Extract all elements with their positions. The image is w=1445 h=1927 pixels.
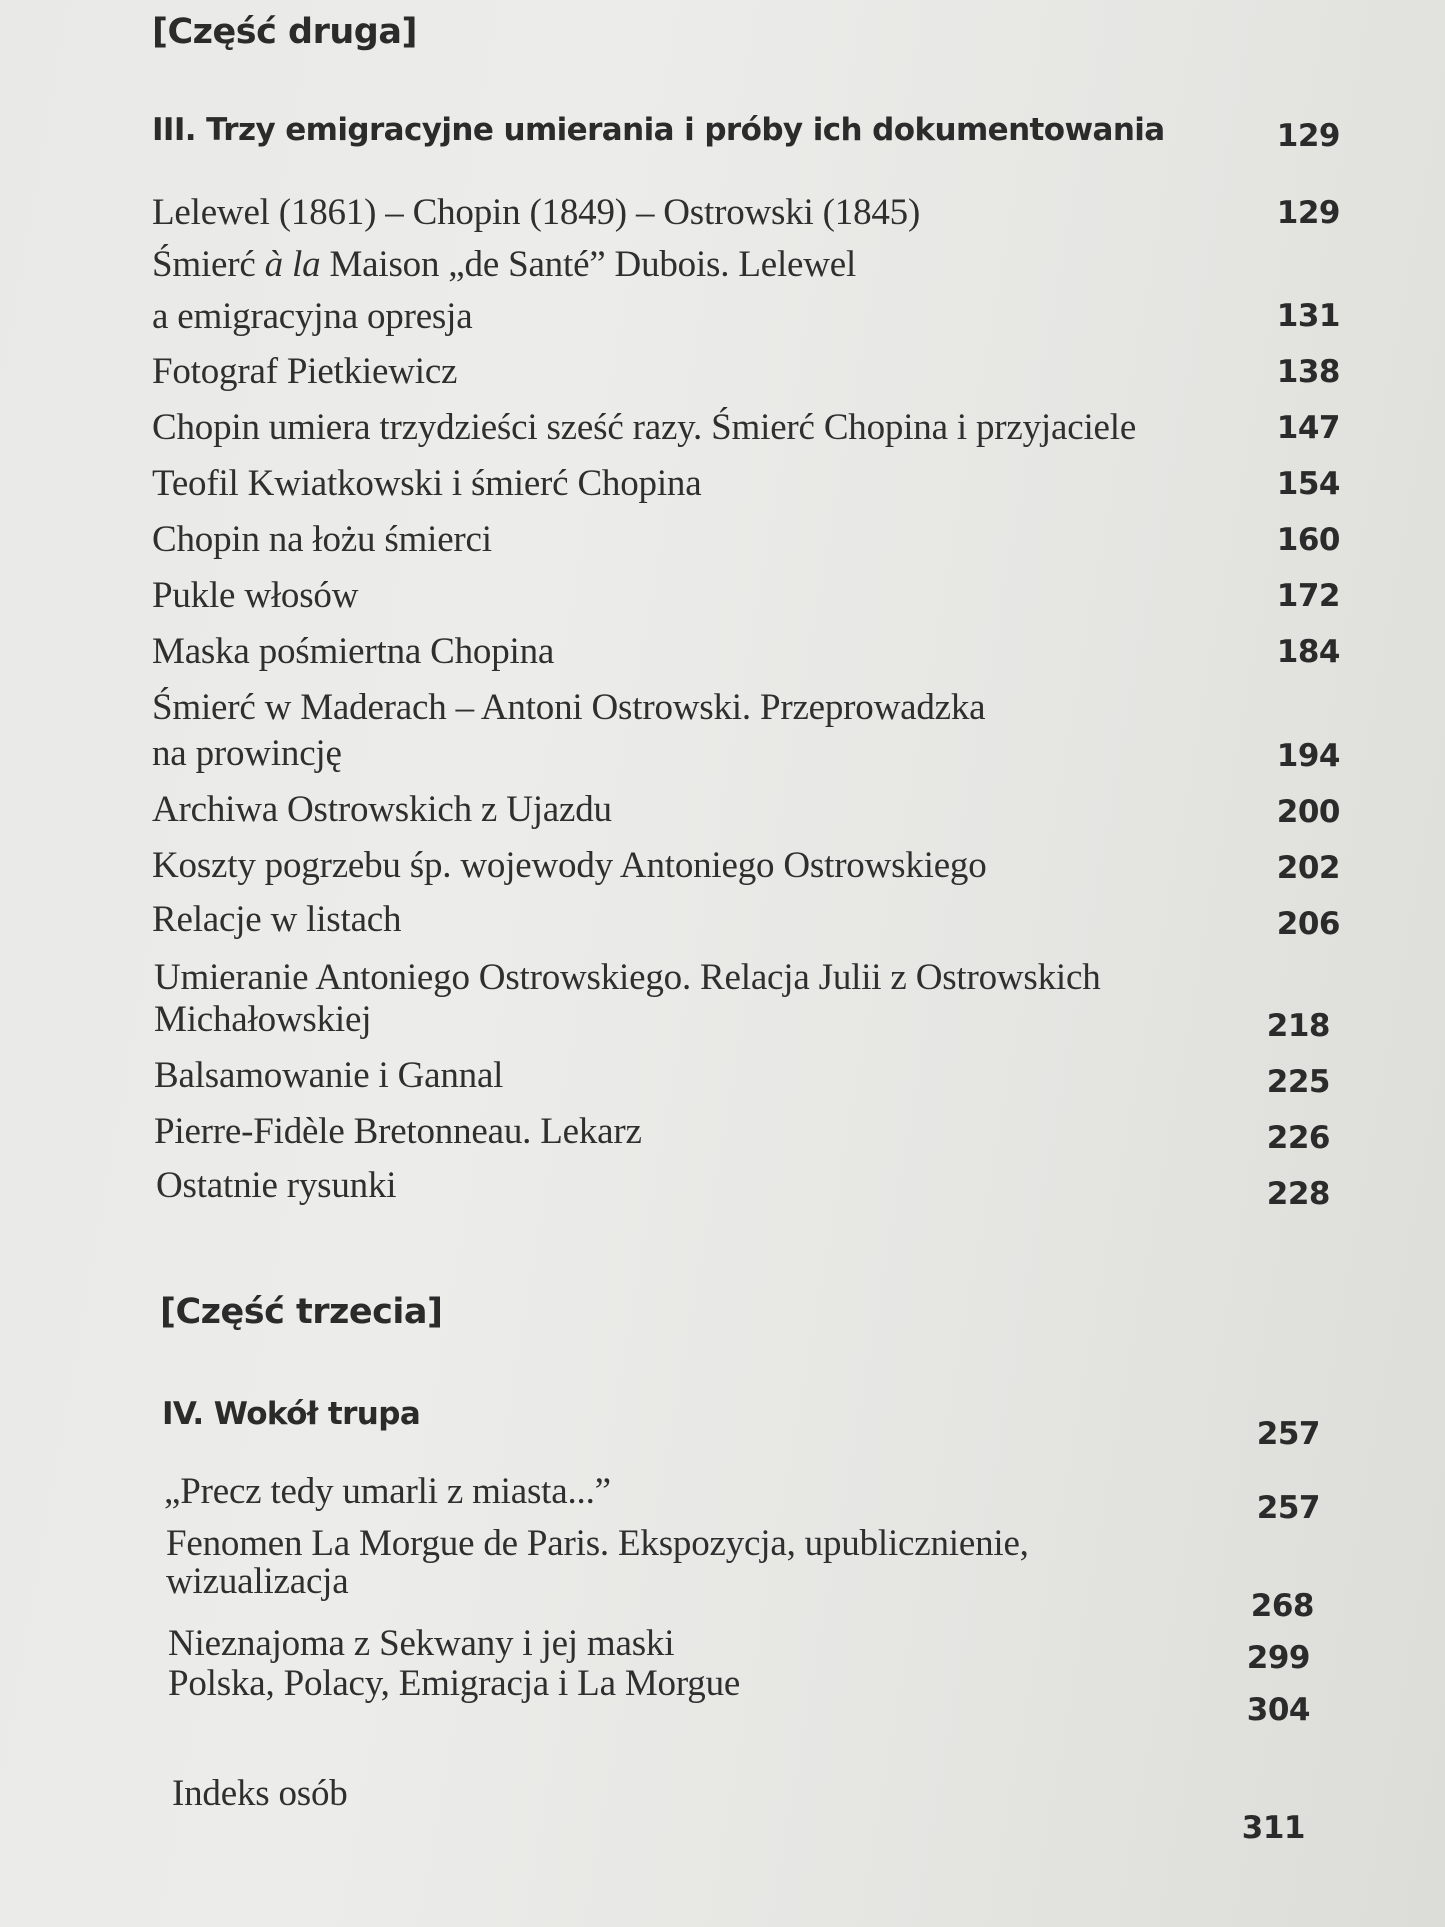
toc-entry: Koszty pogrzebu śp. wojewody Antoniego Ostrowskiego — [152, 845, 987, 886]
toc-entry-continued: a emigracyjna opresja — [152, 296, 473, 337]
toc-entry-continued: wizualizacja — [166, 1561, 349, 1602]
chapter-four-title: IV. Wokół trupa — [162, 1396, 421, 1432]
toc-entry: Umieranie Antoniego Ostrowskiego. Relacja Julii z Ostrowskich — [154, 957, 1101, 998]
toc-entry: Pierre-Fidèle Bretonneau. Lekarz — [154, 1111, 642, 1152]
toc-entry-page: 129 — [1276, 195, 1340, 231]
toc-entry-page: 194 — [1276, 738, 1340, 774]
toc-entry-continued: na prowincję — [152, 733, 342, 774]
toc-entry: Fotograf Pietkiewicz — [152, 351, 458, 392]
toc-entry-page: 131 — [1276, 298, 1340, 334]
toc-entry-page: 268 — [1250, 1588, 1314, 1624]
toc-entry-page: 160 — [1276, 522, 1340, 558]
toc-entry: Chopin na łożu śmierci — [152, 519, 492, 560]
toc-entry-page: 172 — [1276, 578, 1340, 614]
toc-entry: Nieznajoma z Sekwany i jej maski — [168, 1623, 675, 1664]
toc-entry: Teofil Kwiatkowski i śmierć Chopina — [152, 463, 702, 504]
toc-entry-page: 202 — [1276, 850, 1340, 886]
index-page: 311 — [1241, 1810, 1305, 1846]
toc-entry-page: 184 — [1276, 634, 1340, 670]
chapter-four-page: 257 — [1256, 1416, 1320, 1452]
italic-phrase: à la — [264, 244, 321, 285]
toc-entry-page: 206 — [1276, 906, 1340, 942]
chapter-three-title: III. Trzy emigracyjne umierania i próby ich dokumentowania — [152, 112, 1165, 148]
toc-entry-page: 228 — [1266, 1176, 1330, 1212]
toc-entry: „Precz tedy umarli z miasta...” — [164, 1471, 611, 1512]
toc-entry: Pukle włosów — [152, 575, 359, 616]
toc-entry: Śmierć à la Maison „de Santé” Dubois. Lelewel — [152, 244, 857, 285]
toc-entry-page: 218 — [1266, 1008, 1330, 1044]
toc-entry: Chopin umiera trzydzieści sześć razy. Śmierć Chopina i przyjaciele — [152, 407, 1137, 448]
toc-entry-page: 225 — [1266, 1064, 1330, 1100]
toc-entry: Archiwa Ostrowskich z Ujazdu — [152, 789, 612, 830]
toc-entry-continued: Michałowskiej — [154, 999, 372, 1040]
toc-entry-page: 226 — [1266, 1120, 1330, 1156]
part-two-heading: [Część druga] — [152, 12, 417, 52]
toc-entry: Śmierć w Maderach – Antoni Ostrowski. Przeprowadzka — [152, 687, 986, 728]
toc-entry: Ostatnie rysunki — [156, 1165, 397, 1206]
toc-entry: Balsamowanie i Gannal — [154, 1055, 504, 1096]
index-of-persons: Indeks osób — [172, 1773, 348, 1814]
toc-entry: Relacje w listach — [152, 899, 402, 940]
part-three-heading: [Część trzecia] — [160, 1292, 443, 1332]
toc-entry: Lelewel (1861) – Chopin (1849) – Ostrowski (1845) — [152, 192, 921, 233]
toc-entry-page: 154 — [1276, 466, 1340, 502]
toc-entry-page: 257 — [1256, 1490, 1320, 1526]
toc-entry-page: 147 — [1276, 410, 1340, 446]
toc-entry-page: 200 — [1276, 794, 1340, 830]
toc-entry-page: 138 — [1276, 354, 1340, 390]
toc-entry: Maska pośmiertna Chopina — [152, 631, 555, 672]
toc-entry: Fenomen La Morgue de Paris. Ekspozycja, upublicznienie, — [166, 1523, 1029, 1564]
toc-entry-page: 304 — [1246, 1692, 1310, 1728]
chapter-three-page: 129 — [1276, 118, 1340, 154]
toc-entry-page: 299 — [1246, 1640, 1310, 1676]
toc-entry: Polska, Polacy, Emigracja i La Morgue — [168, 1663, 741, 1704]
